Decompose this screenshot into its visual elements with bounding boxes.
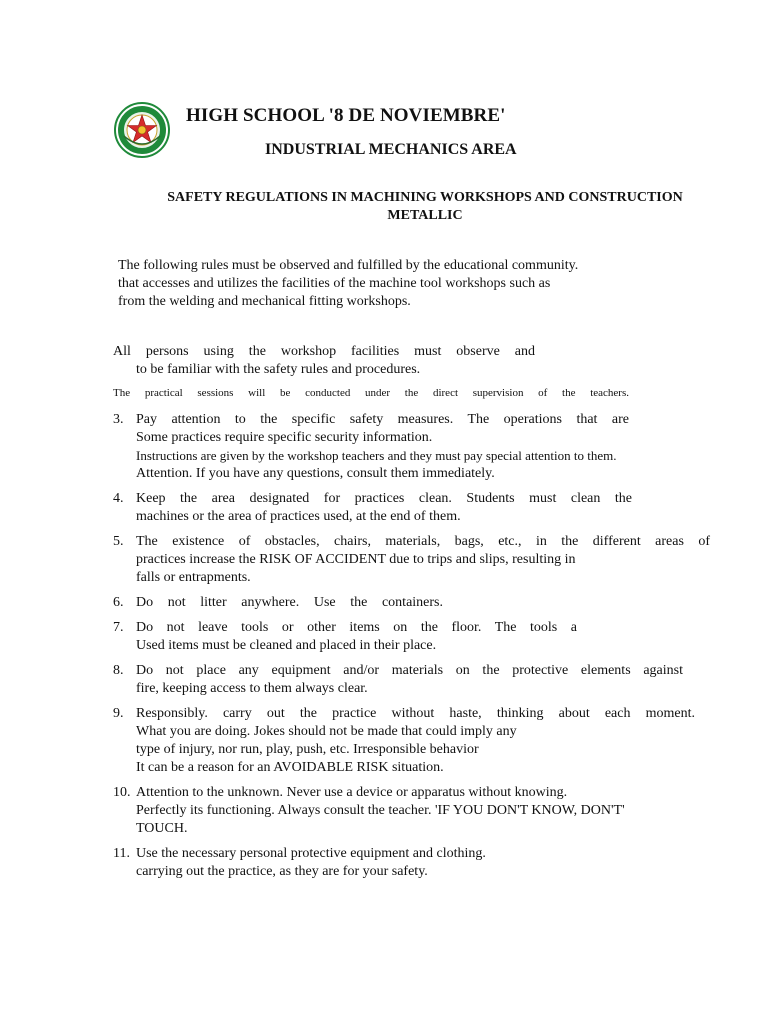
rule-9-line-3: type of injury, nor run, play, push, etc. Irresponsible behavior	[136, 742, 479, 757]
rule-5-number: 5.	[113, 534, 124, 549]
rule-9	[113, 705, 711, 777]
rule-10-line-2: Perfectly its functioning. Always consult the teacher. 'IF YOU DON'T KNOW, DON'T'	[136, 803, 625, 818]
rule-4	[113, 490, 711, 526]
rule-11-number: 11.	[113, 846, 130, 861]
rule-8	[113, 662, 711, 698]
rule-3-line-3: Instructions are given by the workshop teachers and they must pay special attention to them.	[136, 448, 617, 463]
rule-1-line-1: All persons using the workshop facilities must observe and	[113, 344, 535, 359]
rule-9-number: 9.	[113, 706, 124, 721]
rule-1-line-2: to be familiar with the safety rules and procedures.	[136, 362, 421, 377]
rule-7-line-1: Do not leave tools or other items on the floor. The tools a	[136, 620, 577, 635]
rule-9-line-1: Responsibly. carry out the practice without haste, thinking about each moment.	[136, 706, 695, 721]
rule-9-line-2: What you are doing. Jokes should not be made that could imply any	[136, 724, 517, 739]
rule-8-line-2: fire, keeping access to them always clear.	[136, 681, 368, 696]
school-crest-star-icon	[114, 102, 170, 158]
intro-paragraph	[118, 257, 678, 311]
document-title-line-1: SAFETY REGULATIONS IN MACHINING WORKSHOPS AND CONSTRUCTION	[167, 190, 683, 205]
rule-5-line-1: The existence of obstacles, chairs, materials, bags, etc., in the different areas of	[136, 534, 710, 549]
rule-6	[113, 594, 711, 612]
document-title	[130, 189, 720, 225]
rule-7	[113, 619, 711, 655]
school-name-heading: HIGH SCHOOL '8 DE NOVIEMBRE'	[186, 105, 506, 126]
rule-9-line-4: It can be a reason for an AVOIDABLE RISK situation.	[136, 760, 444, 775]
rule-3	[113, 411, 711, 483]
intro-line-1: The following rules must be observed and fulfilled by the educational community.	[118, 258, 579, 273]
rule-11-line-1: Use the necessary personal protective equipment and clothing.	[136, 846, 486, 861]
rule-6-line-1: Do not litter anywhere. Use the containers.	[136, 595, 443, 610]
rule-8-line-1: Do not place any equipment and/or materials on the protective elements against	[136, 663, 683, 678]
rule-4-line-2: machines or the area of practices used, at the end of them.	[136, 509, 461, 524]
document-title-line-2: METALLIC	[387, 208, 463, 223]
rule-3-line-4: Attention. If you have any questions, consult them immediately.	[136, 466, 495, 481]
rule-5-line-2: practices increase the RISK OF ACCIDENT due to trips and slips, resulting in	[136, 552, 576, 567]
intro-line-2: that accesses and utilizes the facilities of the machine tool workshops such as	[118, 276, 551, 291]
rule-10-line-3: TOUCH.	[136, 821, 188, 836]
rule-5	[113, 533, 711, 587]
rule-4-line-1: Keep the area designated for practices clean. Students must clean the	[136, 491, 632, 506]
rule-5-line-3: falls or entrapments.	[136, 570, 251, 585]
rule-1	[113, 343, 535, 379]
rules-list	[113, 343, 711, 888]
rule-8-number: 8.	[113, 663, 124, 678]
rule-6-number: 6.	[113, 595, 124, 610]
rule-3-line-2: Some practices require specific security information.	[136, 430, 433, 445]
rule-7-line-2: Used items must be cleaned and placed in their place.	[136, 638, 437, 653]
rule-4-number: 4.	[113, 491, 124, 506]
rule-2	[113, 386, 629, 400]
rule-3-number: 3.	[113, 412, 124, 427]
rule-7-number: 7.	[113, 620, 124, 635]
intro-line-3: from the welding and mechanical fitting workshops.	[118, 294, 411, 309]
rule-11	[113, 845, 711, 881]
area-heading: INDUSTRIAL MECHANICS AREA	[265, 141, 517, 158]
rule-10-line-1: Attention to the unknown. Never use a device or apparatus without knowing.	[136, 785, 568, 800]
rule-2-line-1: The practical sessions will be conducted under the direct supervision of the teachers.	[113, 387, 629, 399]
rule-3-line-1: Pay attention to the specific safety measures. The operations that are	[136, 412, 629, 427]
rule-10	[113, 784, 711, 838]
rule-11-line-2: carrying out the practice, as they are for your safety.	[136, 864, 428, 879]
rule-10-number: 10.	[113, 785, 131, 800]
